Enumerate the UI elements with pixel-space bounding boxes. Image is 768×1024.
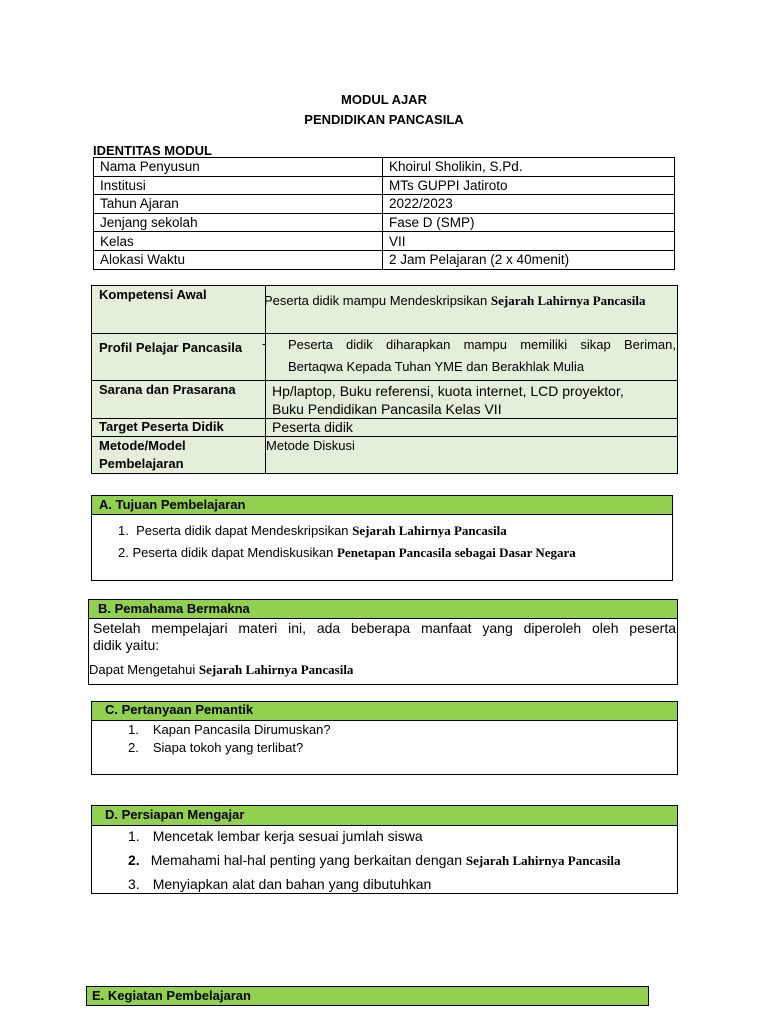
- pemahaman-box: [88, 618, 678, 685]
- table-row: [92, 286, 678, 334]
- item-text: Peserta didik dapat Mendeskripsikan: [136, 523, 353, 538]
- item-text: Peserta didik dapat Mendiskusikan: [132, 545, 337, 560]
- identity-label: Nama Penyusun: [94, 158, 383, 177]
- persiapan-box: [91, 825, 678, 894]
- table-row: [94, 250, 675, 269]
- item-number: 1.: [128, 828, 140, 844]
- components-table: [91, 285, 678, 474]
- pertanyaan-heading: C. Pertanyaan Pemantik: [91, 701, 678, 721]
- list-item: [118, 523, 507, 539]
- identity-label: Tahun Ajaran: [94, 195, 383, 214]
- table-row: [94, 176, 675, 195]
- target-label: Target Peserta Didik: [92, 419, 266, 437]
- tujuan-heading: A. Tujuan Pembelajaran: [91, 495, 673, 515]
- table-row: [94, 213, 675, 232]
- profil-label: Profil Pelajar Pancasila: [92, 334, 266, 381]
- metode-label-line1: Metode/Model: [99, 438, 186, 453]
- identity-label: Jenjang sekolah: [94, 213, 383, 232]
- item-number: 1.: [118, 523, 129, 538]
- pemahaman-emph: Sejarah Lahirnya Pancasila: [198, 662, 354, 677]
- item-number: 3.: [128, 876, 140, 892]
- list-item: [128, 722, 331, 737]
- item-text: Menyiapkan alat dan bahan yang dibutuhkan: [152, 876, 432, 892]
- item-emph: Sejarah Lahirnya Pancasila: [352, 523, 507, 538]
- profil-line2: Bertaqwa Kepada Tuhan YME dan Berakhlak Mulia: [288, 359, 585, 374]
- identity-value: Fase D (SMP): [383, 213, 675, 232]
- table-row: [94, 195, 675, 214]
- module-subject: PENDIDIKAN PANCASILA: [304, 112, 464, 127]
- item-number: 2.: [128, 852, 140, 868]
- pemahaman-heading: B. Pemahama Bermakna: [88, 599, 678, 619]
- list-item: [128, 828, 423, 844]
- list-item: [118, 545, 576, 561]
- item-number: 2.: [128, 740, 139, 755]
- target-value: Peserta didik: [266, 419, 678, 437]
- identity-value: 2022/2023: [383, 195, 675, 214]
- metode-value: Metode Diskusi: [266, 437, 678, 474]
- persiapan-heading: D. Persiapan Mengajar: [91, 805, 678, 826]
- profil-value: [262, 334, 678, 381]
- profil-bullet: -: [262, 336, 267, 351]
- table-row: [94, 158, 675, 177]
- table-row: [92, 334, 678, 381]
- item-text: Kapan Pancasila Dirumuskan?: [152, 722, 331, 737]
- item-emph: Sejarah Lahirnya Pancasila: [465, 853, 621, 868]
- list-item: [128, 852, 620, 869]
- sarana-value: [266, 381, 678, 419]
- kompetensi-value: [266, 286, 678, 334]
- table-row: [92, 381, 678, 419]
- pemahaman-line3: [89, 662, 353, 678]
- identity-value: 2 Jam Pelajaran (2 x 40menit): [383, 250, 675, 269]
- list-item: [128, 740, 303, 755]
- item-number: 2.: [118, 545, 129, 560]
- metode-label: [92, 437, 266, 474]
- item-emph: Penetapan Pancasila sebagai Dasar Negara: [336, 545, 576, 560]
- pertanyaan-box: [91, 720, 678, 775]
- table-row: [92, 437, 678, 474]
- kompetensi-emph: Sejarah Lahirnya Pancasila: [490, 293, 646, 308]
- identity-value: MTs GUPPI Jatiroto: [383, 176, 675, 195]
- kompetensi-label: Kompetensi Awal: [92, 286, 266, 334]
- identitas-heading: IDENTITAS MODUL: [93, 143, 212, 158]
- table-row: [92, 419, 678, 437]
- item-number: 1.: [128, 722, 139, 737]
- identity-value: Khoirul Sholikin, S.Pd.: [383, 158, 675, 177]
- identity-label: Institusi: [94, 176, 383, 195]
- item-text: Siapa tokoh yang terlibat?: [152, 740, 304, 755]
- module-title: MODUL AJAR: [341, 92, 427, 107]
- metode-label-line2: Pembelajaran: [99, 456, 184, 471]
- pemahaman-line1: Setelah mempelajari materi ini, ada beberapa manfaat yang diperoleh oleh peserta: [93, 620, 676, 636]
- identity-value: VII: [383, 232, 675, 251]
- table-row: [94, 232, 675, 251]
- sarana-label: Sarana dan Prasarana: [92, 381, 266, 419]
- item-text: Mencetak lembar kerja sesuai jumlah siswa: [152, 828, 423, 844]
- item-text: Memahami hal-hal penting yang berkaitan dengan: [150, 852, 466, 868]
- pemahaman-line2: didik yaitu:: [93, 637, 160, 653]
- kegiatan-heading: E. Kegiatan Pembelajaran: [86, 986, 649, 1006]
- identity-table: [93, 157, 675, 270]
- identity-label: Kelas: [94, 232, 383, 251]
- pemahaman-text: Dapat Mengetahui: [89, 662, 199, 677]
- list-item: [128, 876, 431, 892]
- profil-line1: Peserta didik diharapkan mampu memiliki sikap Beriman,: [288, 337, 676, 352]
- kompetensi-text: Peserta didik mampu Mendeskripsikan: [264, 293, 491, 308]
- identity-label: Alokasi Waktu: [94, 250, 383, 269]
- sarana-line1: Hp/laptop, Buku referensi, kuota internet, LCD proyektor,: [272, 383, 624, 399]
- tujuan-box: [91, 514, 673, 581]
- sarana-line2: Buku Pendidikan Pancasila Kelas VII: [272, 401, 502, 417]
